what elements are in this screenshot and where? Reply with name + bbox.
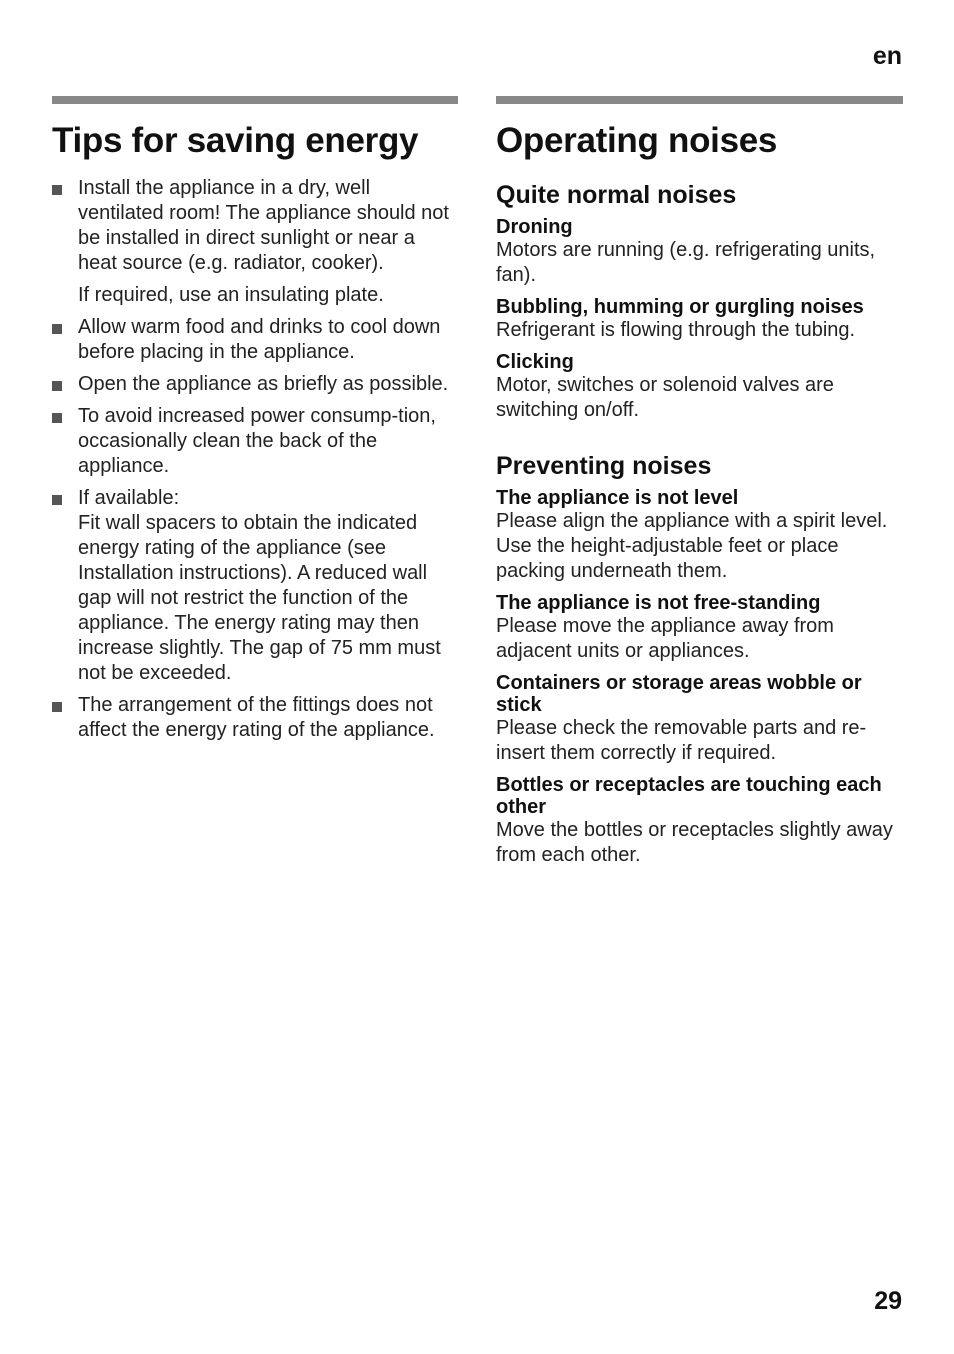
list-item-text-continued: Fit wall spacers to obtain the indicated energy rating of the appliance (see Installation instructions). A reduced wall gap will not restrict the function of the appliance. The energy rating may then increase slightly. The gap of 75 mm must not be exceeded. [78, 512, 441, 684]
entry-title: Bubbling, humming or gurgling noises [496, 296, 864, 318]
list-item-note: If required, use an insulating plate. [78, 284, 384, 306]
section-rule [52, 96, 458, 104]
entry-text: Motors are running (e.g. refrigerating units, fan). [496, 239, 876, 286]
page-number: 29 [874, 1287, 902, 1315]
noises-section [496, 96, 903, 868]
noise-entry [496, 216, 903, 288]
entry-title: Bottles or receptacles are touching each other [496, 774, 882, 818]
list-item [52, 315, 458, 365]
noise-entry [496, 672, 903, 766]
entry-text: Please align the appliance with a spirit level. Use the height-adjustable feet or place packing underneath them. [496, 510, 888, 582]
entry-text: Please check the removable parts and re-insert them correctly if required. [496, 717, 867, 764]
preventing-noises-subsection [496, 450, 903, 868]
list-item-text: To avoid increased power consump-tion, occasionally clean the back of the appliance. [78, 405, 436, 477]
noise-entry [496, 296, 903, 343]
entry-title: Containers or storage areas wobble or stick [496, 672, 862, 716]
list-item [52, 693, 458, 743]
square-bullet-icon [52, 495, 62, 505]
entry-text: Refrigerant is flowing through the tubing. [496, 319, 856, 341]
list-item [52, 176, 458, 308]
list-item-text: The arrangement of the fittings does not affect the energy rating of the appliance. [78, 694, 435, 741]
entry-text: Please move the appliance away from adjacent units or appliances. [496, 615, 834, 662]
entry-title: The appliance is not free-standing [496, 592, 821, 614]
square-bullet-icon [52, 413, 62, 423]
list-item-text: Allow warm food and drinks to cool down before placing in the appliance. [78, 316, 441, 363]
language-label: en [872, 42, 902, 70]
subsection-heading: Quite normal noises [496, 181, 737, 209]
entry-text: Motor, switches or solenoid valves are switching on/off. [496, 374, 834, 421]
noise-entry [496, 592, 903, 664]
subsection-heading: Preventing noises [496, 452, 712, 480]
tips-list [52, 176, 458, 743]
normal-noises-subsection [496, 179, 903, 423]
section-title: Operating noises [496, 121, 778, 160]
entry-title: Droning [496, 216, 573, 238]
tips-section [52, 96, 458, 750]
list-item-text: If available: [78, 487, 180, 509]
square-bullet-icon [52, 381, 62, 391]
section-rule [496, 96, 903, 104]
list-item-text: Install the appliance in a dry, well ventilated room! The appliance should not be installed in direct sunlight or near a heat source (e.g. radiator, cooker). [78, 177, 449, 274]
list-item [52, 404, 458, 479]
entry-title: The appliance is not level [496, 487, 739, 509]
noise-entry [496, 774, 903, 868]
list-item [52, 486, 458, 686]
square-bullet-icon [52, 185, 62, 195]
noise-entry [496, 487, 903, 584]
entry-title: Clicking [496, 351, 574, 373]
square-bullet-icon [52, 324, 62, 334]
list-item-text: Open the appliance as briefly as possible. [78, 373, 449, 395]
section-title: Tips for saving energy [52, 121, 419, 160]
square-bullet-icon [52, 702, 62, 712]
noise-entry [496, 351, 903, 423]
entry-text: Move the bottles or receptacles slightly away from each other. [496, 819, 893, 866]
list-item [52, 372, 458, 397]
